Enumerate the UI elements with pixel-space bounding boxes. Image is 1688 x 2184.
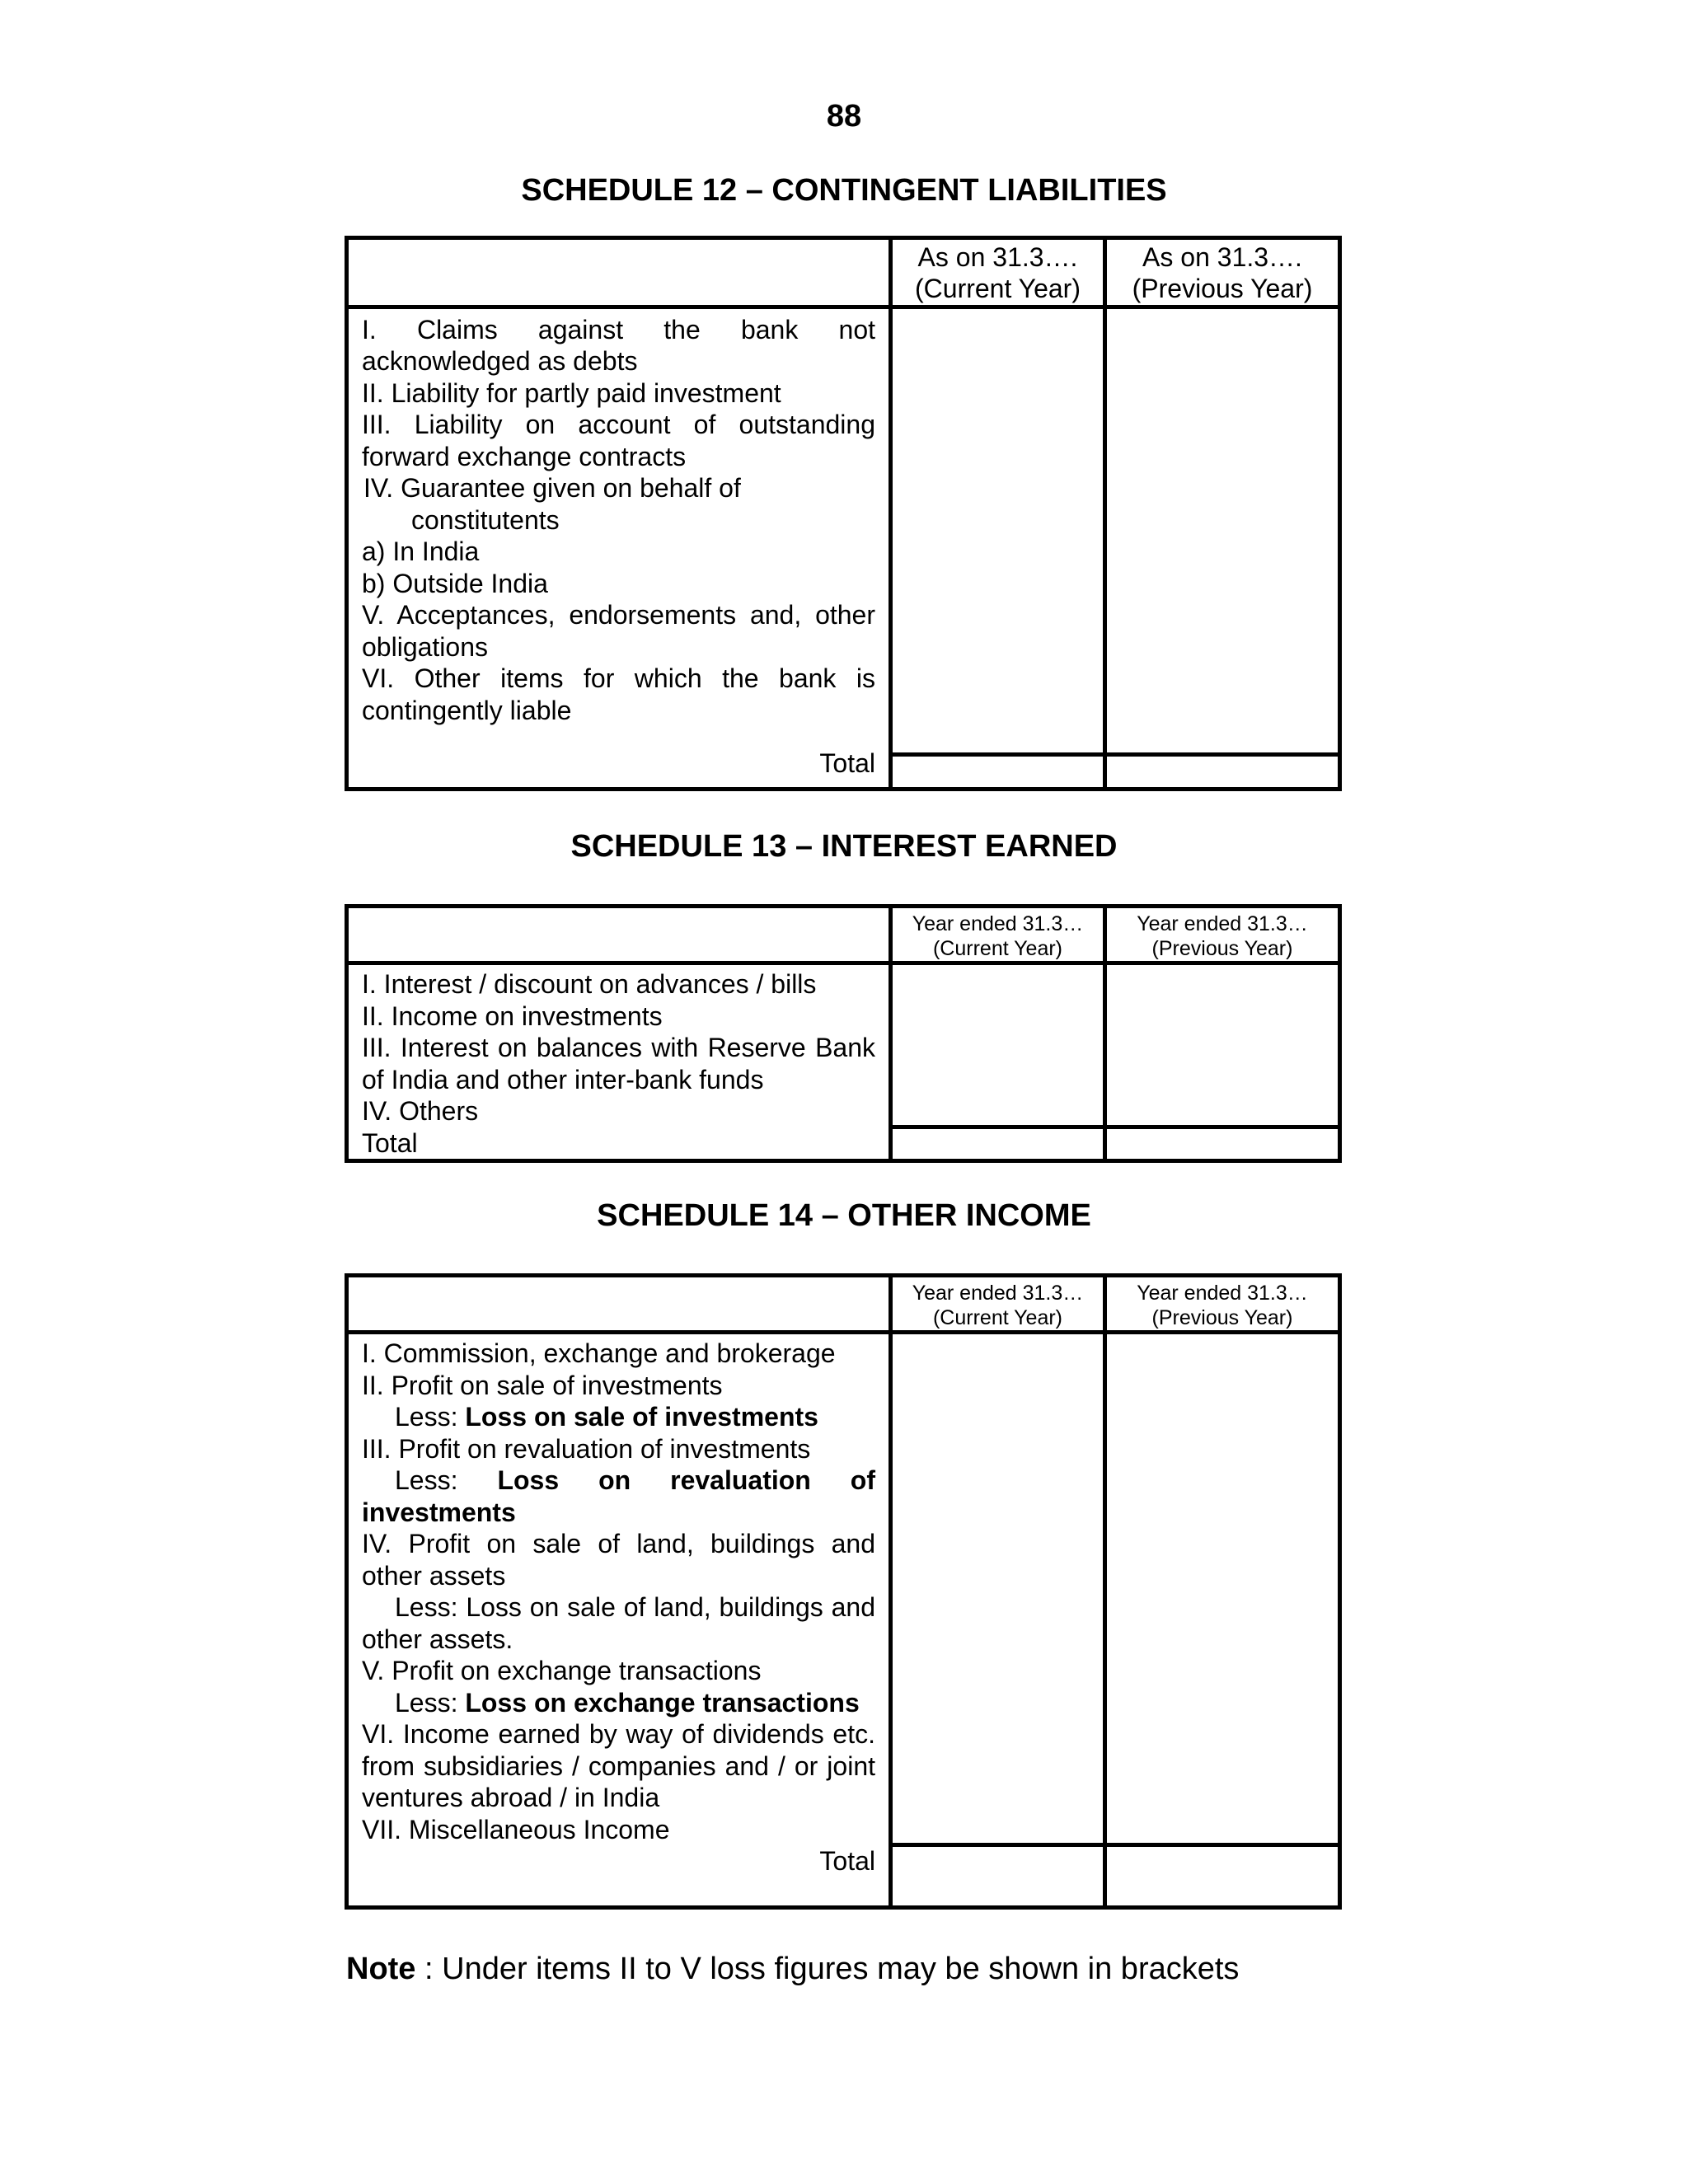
previous-year-values <box>1105 963 1340 1127</box>
schedule-14-table <box>345 1273 1342 1910</box>
items-cell <box>347 1333 891 1908</box>
list-item: I. Interest / discount on advances / bills <box>362 969 817 999</box>
current-year-total <box>891 754 1105 789</box>
list-item: constitutents <box>411 504 560 535</box>
note-text: : Under items II to V loss figures may be shown in brackets <box>415 1952 1240 1986</box>
list-item: III. Liability on account of outstanding forward exchange contracts <box>362 410 875 471</box>
list-item: Less: Loss on exchange transactions <box>395 1687 860 1718</box>
list-item: IV. Others <box>362 1096 479 1126</box>
list-item: V. Profit on exchange transactions <box>362 1656 762 1685</box>
list-item: III. Interest on balances with Reserve Bank of India and other inter-bank funds <box>362 1033 875 1094</box>
schedule-12-title: SCHEDULE 12 – CONTINGENT LIABILITIES <box>521 173 1167 208</box>
header-blank-cell <box>347 238 891 307</box>
header-previous-year: Year ended 31.3… (Previous Year) <box>1105 907 1340 963</box>
list-item: IV. Profit on sale of land, buildings and other assets <box>362 1529 875 1591</box>
note-label: Note <box>346 1952 416 1986</box>
list-item: Less: Loss on revaluation of investments <box>362 1465 875 1527</box>
list-item: VI. Other items for which the bank is contingently liable <box>362 663 875 725</box>
list-item: Less: Loss on sale of investments <box>395 1402 818 1432</box>
current-year-values <box>891 1333 1105 1845</box>
previous-year-total <box>1105 1127 1340 1160</box>
list-item: Less: Loss on sale of land, buildings and other assets. <box>362 1592 875 1654</box>
list-item: V. Acceptances, endorsements and, other obligations <box>362 600 875 662</box>
page-number: 88 <box>826 99 862 134</box>
list-item: IV. Guarantee given on behalf of <box>363 473 741 504</box>
previous-year-values <box>1105 307 1340 754</box>
list-item: VII. Miscellaneous Income <box>362 1814 670 1844</box>
list-item: II. Income on investments <box>362 1001 663 1031</box>
schedule-13-title: SCHEDULE 13 – INTEREST EARNED <box>570 829 1118 864</box>
header-previous-year: Year ended 31.3… (Previous Year) <box>1105 1276 1340 1333</box>
header-blank-cell <box>347 1276 891 1333</box>
current-year-values <box>891 963 1105 1127</box>
note <box>346 1952 1239 1987</box>
schedule-14-title: SCHEDULE 14 – OTHER INCOME <box>597 1198 1091 1233</box>
current-year-total <box>891 1127 1105 1160</box>
header-current-year: As on 31.3…. (Current Year) <box>891 238 1105 307</box>
items-cell <box>347 307 891 789</box>
previous-year-values <box>1105 1333 1340 1845</box>
list-item: II. Profit on sale of investments <box>362 1370 723 1400</box>
previous-year-total <box>1105 1845 1340 1908</box>
list-item: III. Profit on revaluation of investments <box>362 1433 811 1464</box>
current-year-values <box>891 307 1105 754</box>
total-label: Total <box>819 1846 875 1876</box>
schedule-13-table <box>345 904 1342 1163</box>
header-blank-cell <box>347 907 891 963</box>
list-item: VI. Income earned by way of dividends etc. from subsidiaries / companies and / or joint ventures abroad / in India <box>362 1719 875 1812</box>
list-item: a) In India <box>362 537 480 567</box>
schedule-12-table <box>345 236 1342 791</box>
list-item: I. Commission, exchange and brokerage <box>362 1338 836 1368</box>
header-previous-year: As on 31.3…. (Previous Year) <box>1105 238 1340 307</box>
header-current-year: Year ended 31.3… (Current Year) <box>891 907 1105 963</box>
total-label: Total <box>819 748 875 779</box>
header-current-year: Year ended 31.3… (Current Year) <box>891 1276 1105 1333</box>
current-year-total <box>891 1845 1105 1908</box>
list-item: I. Claims against the bank not acknowledged as debts <box>362 314 875 377</box>
list-item: b) Outside India <box>362 568 548 598</box>
total-label: Total <box>362 1127 418 1158</box>
previous-year-total <box>1105 754 1340 789</box>
list-item: II. Liability for partly paid investment <box>362 377 781 408</box>
items-cell <box>347 963 891 1161</box>
